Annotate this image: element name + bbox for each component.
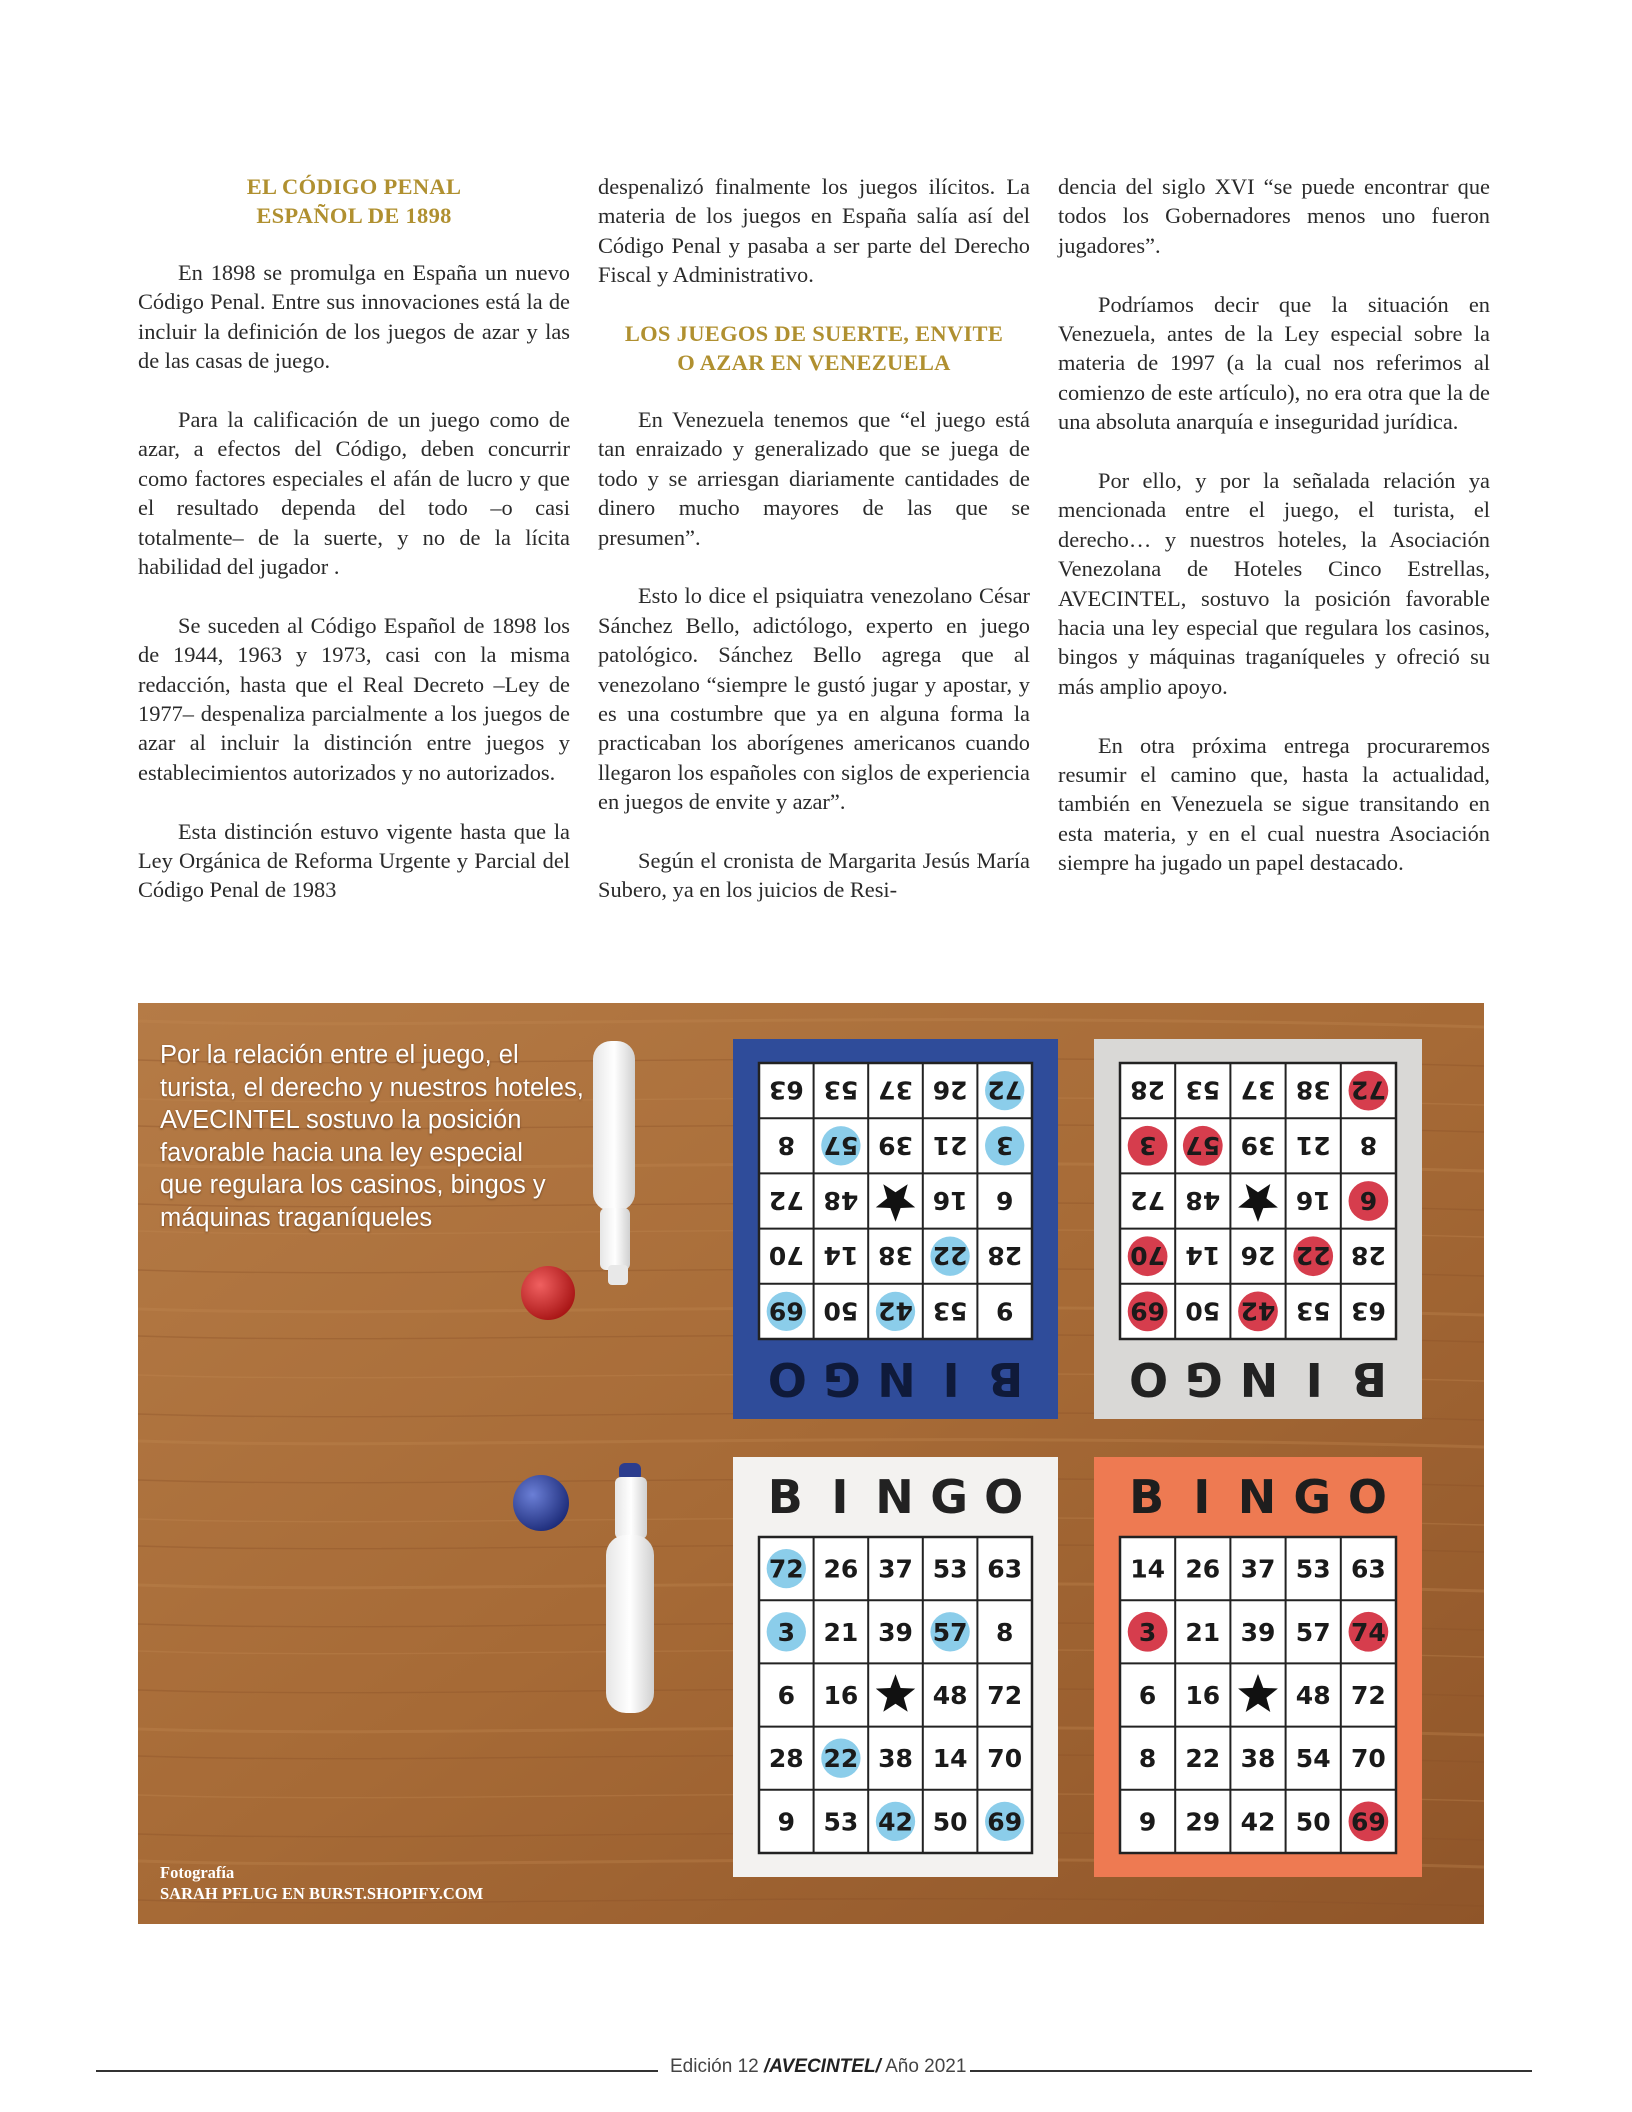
bingo-letter: O [1347,1470,1389,1524]
bingo-number: 6 [1138,1681,1157,1710]
bingo-number: 42 [878,1807,913,1837]
bingo-number: 48 [932,1681,968,1710]
paragraph: Podríamos decir que la situación en Venezuela, antes de la Ley especial sobre la materia de 1997 (a la cual nos referimos al comienzo de este artículo), no era otra que la de una absoluta anarquía e inseguridad jurídica. [1058,291,1490,435]
bingo-number: 8 [777,1130,796,1160]
bingo-number: 26 [1240,1241,1276,1271]
credit-source: SARAH PFLUG EN BURST.SHOPIFY.COM [160,1884,484,1903]
bingo-number: 22 [823,1744,859,1774]
section-heading-venezuela [598,319,1030,377]
bingo-number: 16 [932,1186,968,1215]
paragraph: En 1898 se promulga en España un nuevo Código Penal. Entre sus innovaciones está la de incluir la definición de los juegos de azar y las de las casas de juego. [138,260,570,374]
bingo-number: 69 [987,1807,1023,1837]
bingo-number: 69 [768,1296,804,1326]
bingo-number: 14 [1130,1554,1165,1584]
bingo-number: 21 [1185,1617,1221,1647]
caption-line: máquinas traganíqueles [160,1203,433,1232]
column-1 [138,172,570,962]
caption-line: AVECINTEL sostuvo la posición [160,1106,522,1134]
bingo-number: 14 [823,1241,859,1271]
bingo-number: 50 [823,1296,859,1326]
bingo-letter: O [1127,1352,1169,1406]
bingo-number: 54 [1295,1744,1331,1774]
bingo-number: 50 [1185,1296,1221,1326]
bingo-number: 39 [878,1617,913,1647]
bingo-number: 37 [878,1075,913,1105]
footer-rule-left [96,2070,658,2072]
bingo-letter: N [875,1352,916,1406]
photo-caption [160,1039,600,1234]
bingo-number: 48 [1295,1681,1331,1710]
bingo-number: 8 [1359,1130,1378,1160]
bingo-number: 72 [768,1186,804,1215]
bingo-letter: B [986,1352,1024,1406]
bingo-letter: O [765,1352,807,1406]
bingo-number: 22 [932,1241,968,1271]
bingo-letter: N [1237,1470,1279,1524]
blue-ball [513,1475,569,1531]
caption-line: turista, el derecho y nuestros hoteles, [160,1073,584,1102]
bingo-number: 21 [932,1130,968,1160]
bingo-number: 28 [768,1744,804,1774]
bingo-number: 57 [1295,1617,1331,1647]
bingo-number: 53 [823,1807,859,1837]
bingo-number: 6 [995,1186,1014,1215]
bingo-letter: I [1193,1470,1213,1524]
bingo-number: 74 [1351,1617,1386,1647]
paragraph: Según el cronista de Margarita Jesús María Subero, ya en los juicios de Resi- [598,848,1030,903]
bingo-number: 50 [932,1807,968,1837]
bingo-number: 14 [932,1744,968,1774]
card-orange [1094,1457,1422,1877]
bingo-number: 3 [995,1130,1014,1160]
bingo-number: 53 [823,1075,859,1105]
bingo-number: 37 [1240,1075,1276,1105]
bingo-number: 29 [1185,1807,1221,1837]
edition-number: Edición 12 [670,2056,759,2077]
bingo-number: 39 [878,1130,913,1160]
bingo-number: 26 [823,1554,859,1584]
column-3 [1058,172,1490,962]
caption-line: favorable hacia una ley especial [160,1138,523,1167]
bingo-number: 8 [1138,1744,1157,1774]
caption-line: Por la relación entre el juego, el [160,1041,519,1069]
bingo-number: 6 [1359,1186,1378,1215]
paragraph: Esta distinción estuvo vigente hasta que la Ley Orgánica de Reforma Urgente y Parcial del Código Penal de 1983 [138,818,570,903]
bingo-number: 70 [1130,1241,1165,1271]
bingo-number: 48 [823,1186,859,1215]
bingo-number: 63 [1351,1296,1386,1326]
paragraph: Por ello, y por la señalada relación ya mencionada entre el juego, el turista, el derecho… y nuestros hoteles, la Asociación Venezolana de Hoteles Cinco Estrellas, AVECINTEL, sostuvo la posición favorable hacia una ley especial que regulara los casinos, bingos y máquinas traganíqueles y ofreció su más amplio apoyo. [1058,468,1490,699]
bingo-letter: G [1182,1352,1223,1406]
photo-credit [160,1862,483,1904]
bingo-number: 63 [1351,1554,1386,1584]
credit-label: Fotografía [160,1863,235,1882]
bingo-number: 57 [932,1617,968,1647]
bingo-number: 72 [1351,1075,1386,1105]
edition-year: Año 2021 [885,2056,967,2077]
bingo-number: 38 [878,1241,913,1271]
page-footer [96,2054,1532,2084]
bingo-letter: B [1349,1352,1387,1406]
bingo-number: 69 [1130,1296,1165,1326]
bingo-number: 42 [1240,1296,1276,1326]
bingo-letter: G [1293,1470,1334,1524]
bingo-number: 48 [1185,1186,1221,1215]
paragraph: despenalizó finalmente los juegos ilícitos. La materia de los juegos en España salía así del Código Penal y pasaba a ser parte del Derecho Fiscal y Administrativo. [598,174,1030,288]
bingo-number: 57 [823,1130,859,1160]
bingo-number: 28 [1351,1241,1386,1271]
bingo-number: 53 [932,1554,968,1584]
bingo-number: 8 [995,1617,1014,1647]
bingo-number: 37 [1240,1554,1276,1584]
paragraph: Esto lo dice el psiquiatra venezolano César Sánchez Bello, adictólogo, experto en juego patológico. Sánchez Bello agrega que al venezolano “siempre le gustó jugar y apostar, y es una costumbre que ya en alguna forma la practicaban los aborígenes americanos cuando llegaron los españoles con siglos de experiencia en juegos de envite y azar”. [598,583,1030,815]
bingo-letter: N [875,1470,916,1524]
caption-line: que regulara los casinos, bingos y [160,1171,546,1199]
bingo-letter: I [831,1470,851,1524]
heading-line-1: LOS JUEGOS DE SUERTE, ENVITE [624,321,1004,347]
bingo-number: 38 [878,1744,913,1774]
bingo-number: 72 [1351,1681,1386,1710]
bingo-letter: G [821,1352,861,1406]
bingo-number: 21 [1295,1130,1331,1160]
section-heading-codigo-penal [138,172,570,230]
bingo-number: 53 [1295,1296,1331,1326]
card-white [733,1457,1058,1877]
bingo-number: 37 [878,1554,913,1584]
bingo-number: 3 [1138,1130,1157,1160]
bingo-number: 3 [777,1617,796,1647]
bingo-number: 70 [1351,1744,1386,1774]
article-columns [138,172,1490,962]
column-2 [598,172,1030,962]
footer-text [670,2056,967,2078]
bingo-number: 39 [1240,1617,1276,1647]
bingo-number: 53 [932,1296,968,1326]
brand-name: /AVECINTEL/ [764,2056,881,2077]
bingo-number: 9 [1138,1807,1157,1837]
card-gray [1094,1039,1422,1419]
heading-line-1: EL CÓDIGO PENAL [246,174,462,199]
paragraph: Se suceden al Código Español de 1898 los de 1944, 1963 y 1973, casi con la misma redacción, hasta que el Real Decreto –Ley de 1977– despenaliza parcialmente a los juegos de azar al incluir la distinción entre juegos y establecimientos autorizados y no autorizados. [138,612,570,785]
bingo-number: 9 [995,1296,1014,1326]
bingo-letter: G [930,1470,970,1524]
heading-line-2: O AZAR EN VENEZUELA [677,350,951,376]
bingo-number: 21 [823,1617,859,1647]
bingo-number: 53 [1295,1554,1331,1584]
paragraph: Para la calificación de un juego como de azar, a efectos del Código, deben concurrir como factores especiales el afán de lucro y que el resultado dependa del todo –o casi totalmente– de la suerte, y no de la lícita habilidad del jugador . [138,407,570,580]
bingo-number: 42 [878,1296,913,1326]
bingo-number: 38 [1295,1075,1331,1105]
bingo-number: 28 [1130,1075,1165,1105]
bingo-number: 63 [987,1554,1023,1584]
bingo-letter: N [1237,1352,1279,1406]
bingo-photo [138,1003,1484,1924]
bingo-number: 9 [777,1807,796,1837]
bingo-number: 14 [1185,1241,1221,1271]
bingo-number: 26 [932,1075,968,1105]
bingo-number: 16 [823,1681,859,1710]
bingo-number: 42 [1240,1807,1276,1837]
bingo-number: 72 [987,1681,1023,1710]
bingo-number: 72 [768,1554,804,1584]
bingo-number: 16 [1295,1186,1331,1215]
bingo-number: 70 [768,1241,804,1271]
bingo-number: 39 [1240,1130,1276,1160]
heading-line-2: ESPAÑOL DE 1898 [256,203,452,228]
bingo-number: 69 [1351,1807,1386,1837]
bingo-number: 72 [1130,1186,1165,1215]
card-blue [733,1039,1058,1419]
bingo-number: 63 [768,1075,804,1105]
bingo-number: 22 [1295,1241,1331,1271]
bingo-number: 28 [987,1241,1023,1271]
bingo-letter: O [984,1470,1026,1524]
bingo-number: 57 [1185,1130,1221,1160]
bingo-number: 50 [1295,1807,1331,1837]
paragraph: dencia del siglo XVI “se puede encontrar que todos los Gobernadores menos uno fueron jugadores”. [1058,174,1490,258]
bingo-letter: B [1129,1470,1167,1524]
bingo-number: 3 [1138,1617,1157,1647]
bingo-number: 26 [1185,1554,1221,1584]
bingo-letter: I [1303,1352,1323,1406]
bingo-number: 22 [1185,1744,1221,1774]
bingo-number: 16 [1185,1681,1221,1710]
paragraph: En otra próxima entrega procuraremos resumir el camino que, hasta la actualidad, también en Venezuela se sigue transitando en esta materia, y en el cual nuestra Asociación siempre ha jugado un papel destacado. [1058,732,1490,876]
red-ball [521,1266,575,1320]
footer-rule-right [970,2070,1532,2072]
paragraph: En Venezuela tenemos que “el juego está tan enraizado y generalizado que se juega de todo y se arriesgan diariamente cantidades de dinero mucho mayores de las que se presumen”. [598,407,1030,550]
bingo-number: 38 [1240,1744,1276,1774]
bingo-letter: B [767,1470,805,1524]
bingo-number: 72 [987,1075,1023,1105]
bingo-number: 6 [777,1681,796,1710]
bingo-letter: I [940,1352,960,1406]
bingo-number: 70 [987,1744,1023,1774]
bingo-number: 53 [1185,1075,1221,1105]
